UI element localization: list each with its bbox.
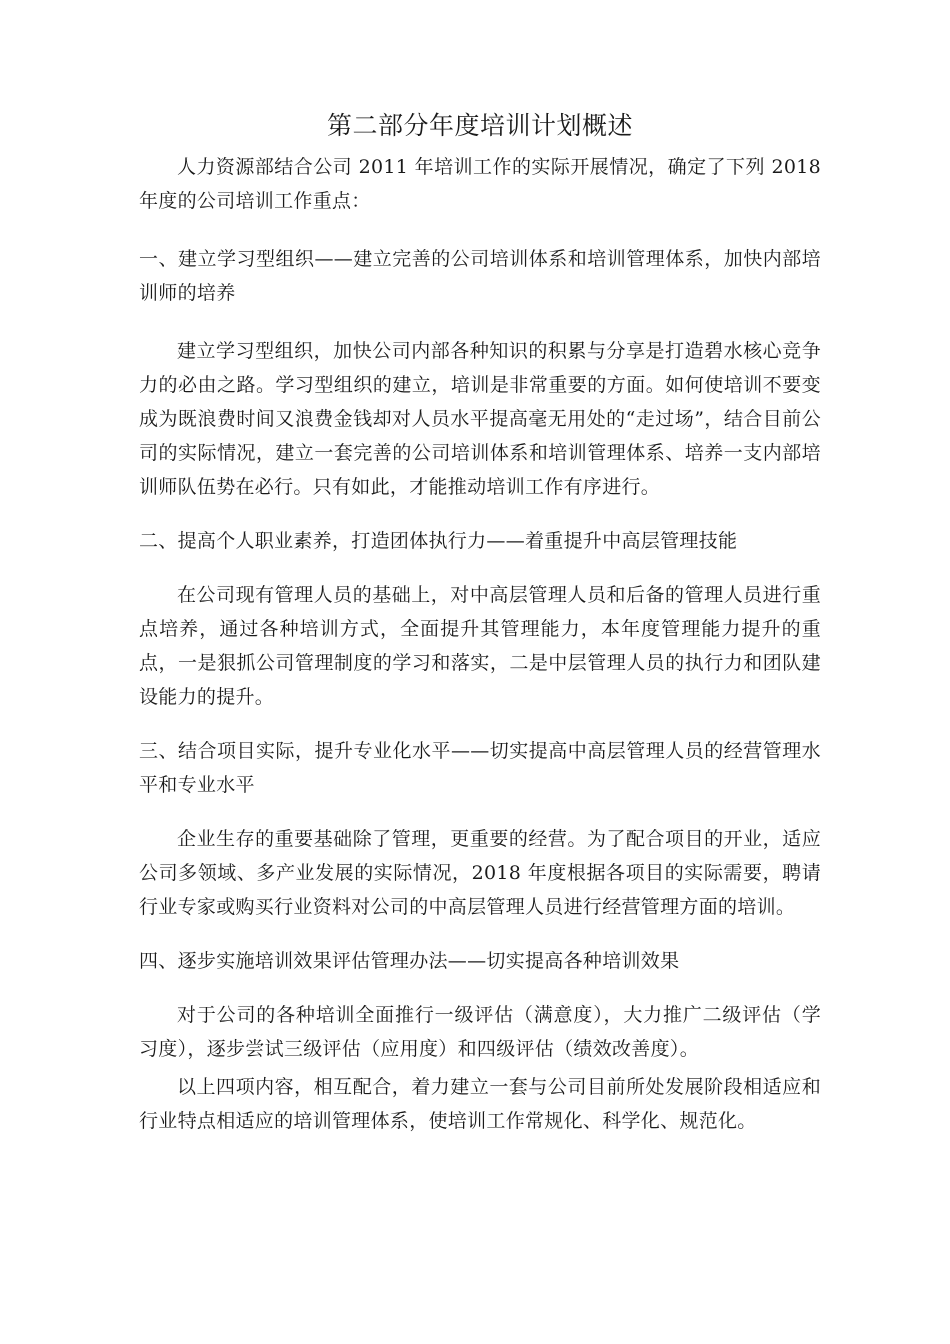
- conclusion-paragraph: 以上四项内容，相互配合，着力建立一套与公司目前所处发展阶段相适应和行业特点相适应的培训管理体系，使培训工作常规化、科学化、规范化。: [139, 1076, 821, 1132]
- intro-paragraph: 人力资源部结合公司 2011 年培训工作的实际开展情况，确定了下列 2018 年度的公司培训工作重点：: [139, 156, 821, 212]
- document-title: 第二部分年度培训计划概述: [326, 111, 633, 140]
- document-content: [139, 104, 821, 1138]
- section-1-body: 建立学习型组织，加快公司内部各种知识的积累与分享是打造碧水核心竞争力的必由之路。学习型组织的建立，培训是非常重要的方面。如何使培训不要变成为既浪费时间又浪费金钱却对人员水平提高毫无用处的“走过场”，结合目前公司的实际情况，建立一套完善的公司培训体系和培训管理体系、培养一支内部培训师队伍势在必行。只有如此，才能推动培训工作有序进行。: [139, 340, 821, 498]
- section-3-heading: 三、结合项目实际，提升专业化水平——切实提高中高层管理人员的经营管理水平和专业水平: [139, 740, 821, 796]
- section-1-heading: 一、建立学习型组织——建立完善的公司培训体系和培训管理体系，加快内部培训师的培养: [139, 248, 821, 304]
- section-4-heading: 四、逐步实施培训效果评估管理办法——切实提高各种培训效果: [139, 950, 680, 972]
- section-2-heading: 二、提高个人职业素养，打造团体执行力——着重提升中高层管理技能: [139, 530, 738, 552]
- section-4-body: 对于公司的各种培训全面推行一级评估（满意度），大力推广二级评估（学习度），逐步尝试三级评估（应用度）和四级评估（绩效改善度）。: [139, 1004, 821, 1060]
- section-2-body: 在公司现有管理人员的基础上，对中高层管理人员和后备的管理人员进行重点培养，通过各种培训方式，全面提升其管理能力，本年度管理能力提升的重点，一是狠抓公司管理制度的学习和落实，二是中层管理人员的执行力和团队建设能力的提升。: [139, 584, 821, 708]
- section-3-body: 企业生存的重要基础除了管理，更重要的经营。为了配合项目的开业，适应公司多领域、多产业发展的实际情况，2018 年度根据各项目的实际需要，聘请行业专家或购买行业资料对公司的中高层管理人员进行经营管理方面的培训。: [139, 828, 821, 918]
